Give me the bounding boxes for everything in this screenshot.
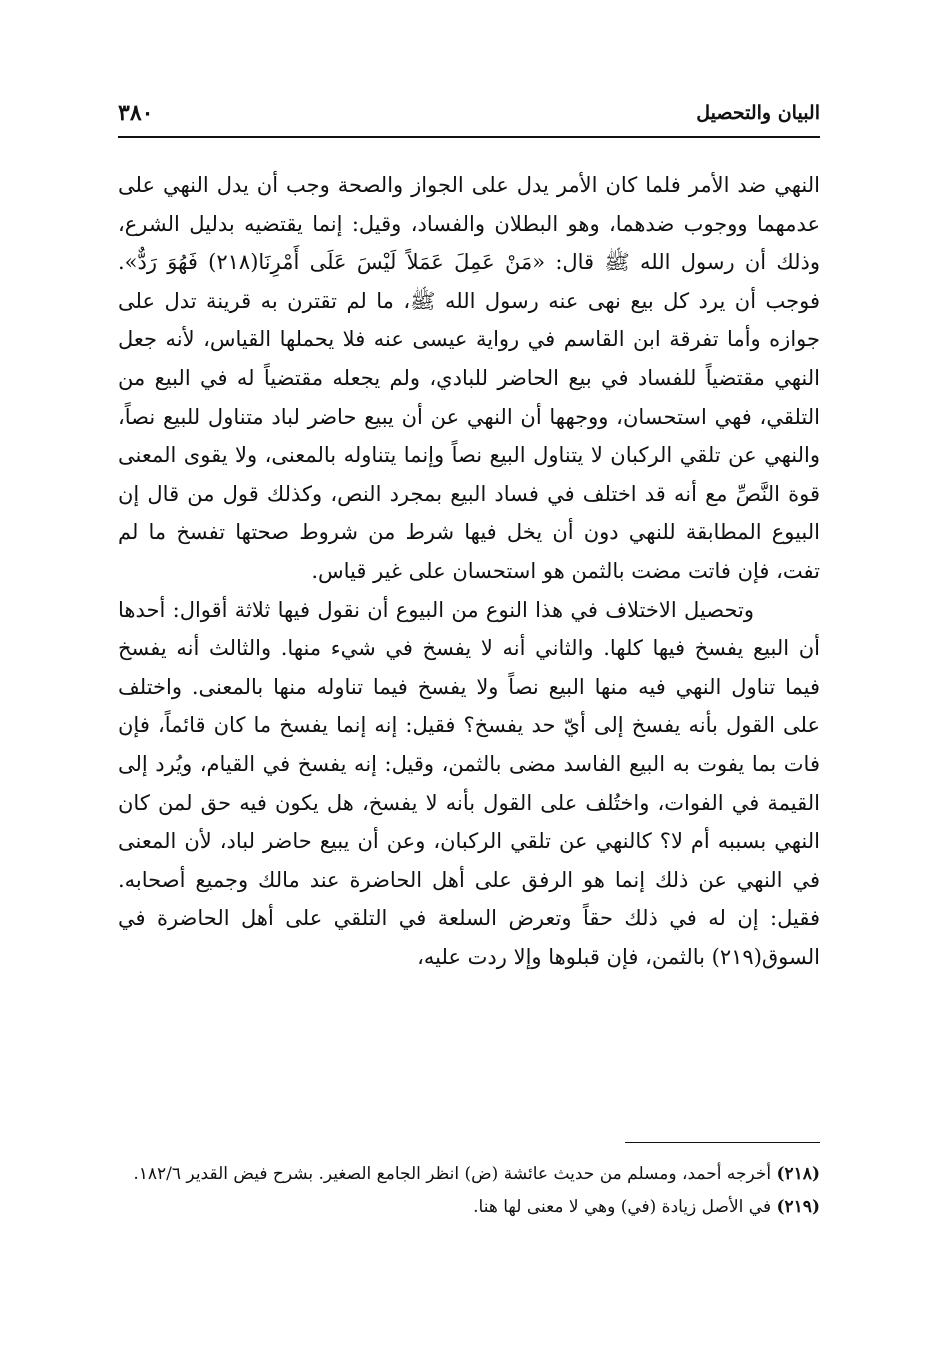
page-number: ٣٨٠ <box>118 100 154 126</box>
footnote-number: (٢١٨) <box>776 1164 820 1184</box>
paragraph: النهي ضد الأمر فلما كان الأمر يدل على الجواز والصحة وجب أن يدل النهي على عدمهما ووجوب ضدهما، وهو البطلان والفساد، وقيل: إنما يقتضيه بدليل الشرع، وذلك أن رسول الله ﷺ قال: «مَنْ عَمِلَ عَمَلاً لَيْسَ عَلَى أَمْرِنَا(٢١٨) فَهُوَ رَدٌّ». فوجب أن يرد كل بيع نهى عنه رسول الله ﷺ، ما لم تقترن به قرينة تدل على جوازه وأما تفرقة ابن القاسم في رواية عيسى عنه فلا يحملها القياس، لأنه جعل النهي مقتضياً للفساد في بيع الحاضر للبادي، ولم يجعله مقتضياً له في البيع من التلقي، فهي استحسان، ووجهها أن النهي عن أن يبيع حاضر لباد متناول للبيع نصاً، والنهي عن تلقي الركبان لا يتناول البيع نصاً وإنما يتناوله بالمعنى، ولا يقوى المعنى قوة النَّصِّ مع أنه قد اختلف في فساد البيع بمجرد النص، وكذلك قول من قال إن البيوع المطابقة للنهي دون أن يخل فيها شرط من شروط صحتها تفسخ ما لم تفت، فإن فاتت مضت بالثمن هو استحسان على غير قياس. <box>118 173 820 583</box>
footnote-separator <box>625 1142 820 1143</box>
footnote-number: (٢١٩) <box>776 1197 820 1217</box>
running-title: البيان والتحصيل <box>696 102 820 124</box>
paragraph: وتحصيل الاختلاف في هذا النوع من البيوع أن نقول فيها ثلاثة أقوال: أحدها أن البيع يفسخ فيها كلها. والثاني أنه لا يفسخ في شيء منها. والثالث أنه يفسخ فيما تناول النهي فيه منها البيع نصاً ولا يفسخ فيما تناوله منها بالمعنى. واختلف على القول بأنه يفسخ إلى أيّ حد يفسخ؟ فقيل: إنه إنما يفسخ ما كان قائماً، فإن فات بما يفوت به البيع الفاسد مضى بالثمن، وقيل: إنه يفسخ في القيام، ويُرد إلى القيمة في الفوات، واختُلف على القول بأنه لا يفسخ، هل يكون فيه حق لمن كان النهي بسببه أم لا؟ كالنهي عن تلقي الركبان، وعن أن يبيع حاضر لباد، لأن المعنى في النهي عن ذلك إنما هو الرفق على أهل الحاضرة عند مالك وجميع أصحابه. فقيل: إن له في ذلك حقاً وتعرض السلعة في التلقي على أهل الحاضرة في السوق(٢١٩) بالثمن، فإن قبلوها وإلا ردت عليه، <box>118 597 820 969</box>
footnote <box>118 1191 820 1224</box>
page-header <box>118 96 820 138</box>
main-text <box>118 166 820 976</box>
footnote <box>118 1158 820 1191</box>
footnote-text: أخرجه أحمد، ومسلم من حديث عائشة (ض) انظر الجامع الصغير. بشرح فيض القدير ١٨٢/٦. <box>133 1164 772 1184</box>
footnote-text: في الأصل زيادة (في) وهي لا معنى لها هنا. <box>473 1197 772 1217</box>
footnotes <box>118 1158 820 1224</box>
